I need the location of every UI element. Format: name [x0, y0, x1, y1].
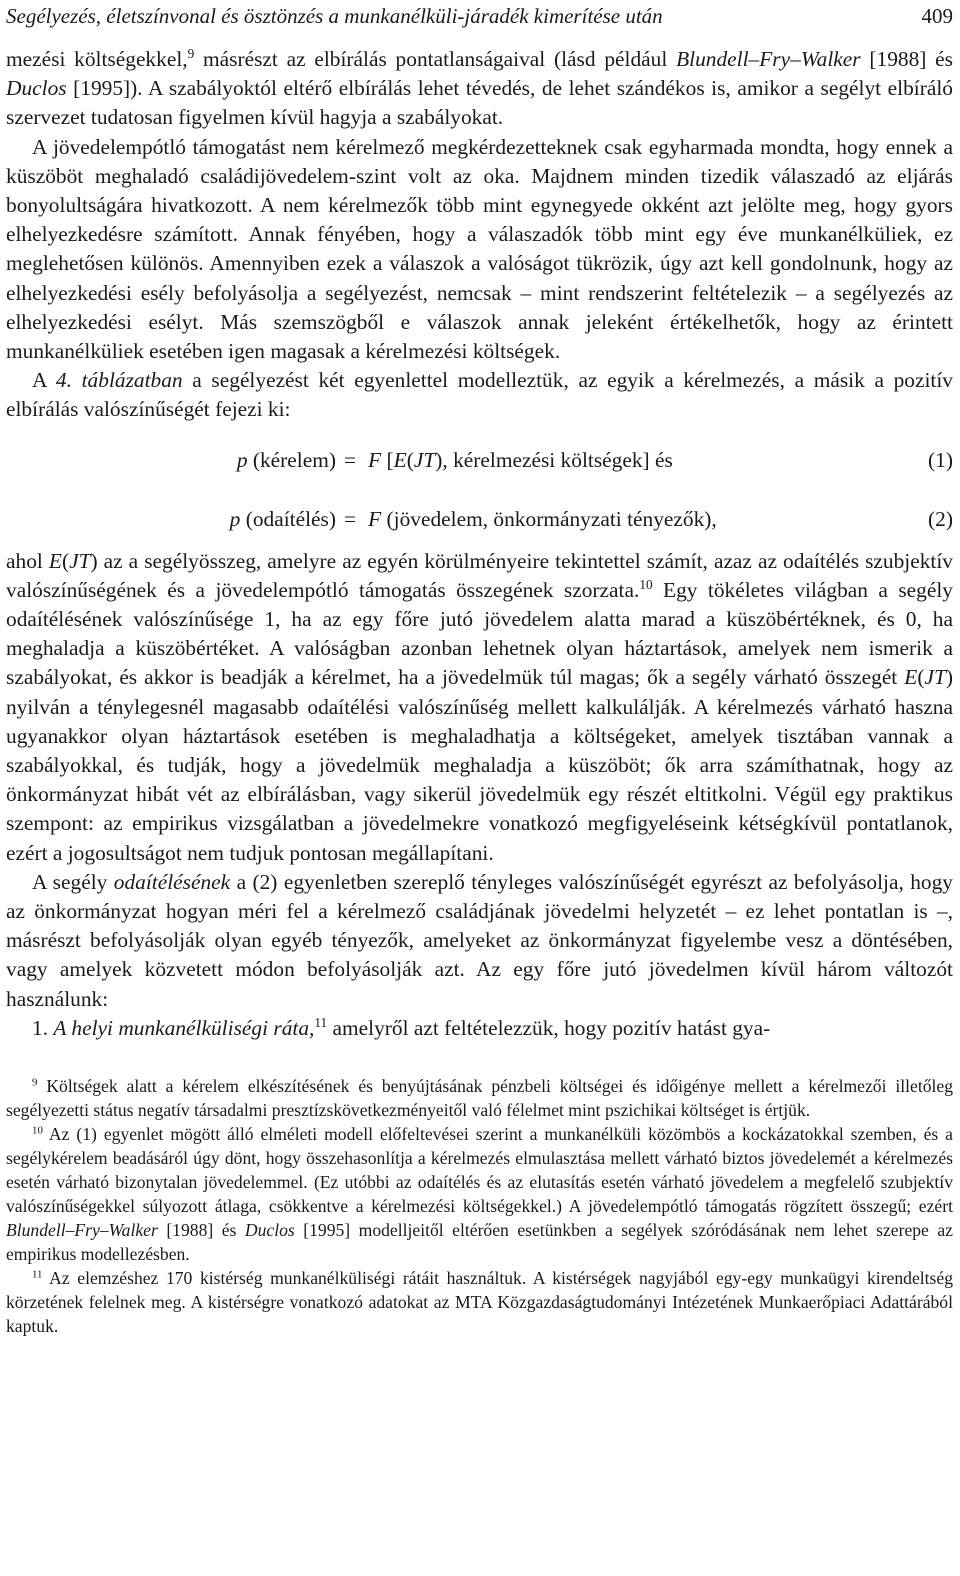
footnote-ref-11[interactable]: 11: [314, 1014, 328, 1030]
text-run: [1995]). A szabályoktól eltérő elbírálás lehet tévedés, de lehet szándékos is, amikor a segélyt elbíráló szervezet tudatosan figyelmen kívül hagyja a szabályokat.: [6, 76, 953, 130]
math-symbol: JT: [924, 665, 946, 690]
footnotes: [6, 1074, 953, 1338]
text-run: mezési költségekkel,: [6, 47, 188, 71]
footnote-mark: 10: [32, 1124, 43, 1137]
math-symbol: E: [48, 548, 62, 573]
footnote-ref-10[interactable]: 10: [639, 576, 653, 592]
math-text: (odaítélés): [240, 506, 336, 531]
text-run: a segélyezést két egyenlettel modelleztük, az egyik a kérelmezés, a másik a pozitív elbírálás valószínűségét fejezi ki:: [6, 368, 953, 422]
footnote-text: Az (1) egyenlet mögött álló elméleti modell előfeltevései szerint a munkanélküli közömbös a kockázatokkal szemben, és a segélykérelem beadásáról úgy dönt, hogy összehasonlítja a kérelmezés elmulasztása mellett várható biztos jövedelemét a kérelmezés esetén várható bizonytalan jövedelemmel. (Ez utóbbi az odaítélés és az elutasítás esetén várható jövedelem a megfelelő szubjektív valószínűségekkel súlyozott átlaga, csökkentve a kérelmezési költségekkel.) A jövedelempótló támogatás rögzített összegű; ezért: [6, 1124, 953, 1217]
equation-number: (2): [928, 506, 953, 531]
paragraph: A jövedelempótló támogatást nem kérelmező megkérdezetteknek csak egyharmada mondta, hogy ennek a küszöböt meghaladó családijövedelem-szint volt az oka. Majdnem minden tizedik válaszadó az eljárás bonyolultságára hivatkozott. A nem kérelmezők több mint egynegyede okként azt jelölte meg, hogy gyors elhelyezkedésre számított. Annak fényében, hogy a válaszadók több mint egy éve munkanélküliek, ez meglehetősen különös. Amennyiben ezek a válaszok a valóságot tükrözik, úgy azt kell gondolnunk, hogy az elhelyezkedési esély befolyásolja a segélyezést, nemcsak – mint rendszerint feltételezik – a segélyezés az elhelyezkedési esélyt. Más szemszögből e válaszok annak jeleként értékelhetők, hogy az érintett munkanélküliek esetében igen magasak a kérelmezési költségek.: [6, 134, 953, 364]
math-symbol: E: [393, 447, 407, 472]
table-reference: 4. táblázatban: [55, 368, 183, 393]
equation-lhs: [6, 505, 344, 534]
footnote-text: Az elemzéshez 170 kistérség munkanélküliségi rátáit használtuk. A kistérségek nagyjából egy-egy munkaügyi kirendeltség körzetének felelnek meg. A kistérségre vonatkozó adatokat az MTA Közgazdaságtudományi Intézetének Munkaerőpiaci Adattárából kaptuk.: [6, 1268, 953, 1337]
equation-1: [6, 446, 953, 475]
math-symbol: JT: [413, 447, 436, 472]
equation-rhs: [356, 446, 893, 475]
math-text: (jövedelem, önkormányzati tényezők),: [381, 506, 717, 531]
footnote-text: [1988] és: [157, 1220, 245, 1241]
text-run: ahol: [6, 548, 49, 573]
footnote-text: [1995] modelljeitől eltérően esetünkben a segélyek szóródásának nem lehet szerepe az empirikus modellezésben.: [6, 1220, 953, 1265]
math-symbol: F: [368, 447, 382, 472]
text-run: (: [917, 665, 925, 690]
text-run: ) nyilván a ténylegesnél magasabb odaítélési valószínűség mellett kalkulálják. A kérelmezés várható haszna ugyanakkor olyan háztartások esetében is meghaladhatja a költségeket, amelyek tisztában vannak a szabályokkal, és tudják, hogy a jövedelmük meghaladja a küszöböt; ők arra számíthatnak, hogy az önkormányzat hibát vét az elbírálásban, vagy sikerül jövedelmük egy részét eltitkolni. Végül egy praktikus szempont: az empirikus vizsgálatban a jövedelmekre vonatkozó megfigyeléseink kétségkívül pontatlanok, ezért a jogosultságot nem tudjuk pontosan megállapítani.: [6, 665, 953, 865]
math-text: ), kérelmezési költségek] és: [435, 447, 673, 472]
math-text: (: [406, 447, 414, 472]
list-number: 1.: [32, 1015, 54, 1040]
math-symbol: F: [368, 506, 382, 531]
citation: Duclos: [244, 1220, 295, 1241]
paragraph: [6, 868, 953, 1014]
citation: Blundell–Fry–Walker: [676, 47, 861, 71]
text-run: A segély: [32, 869, 114, 894]
paragraph: [6, 366, 953, 424]
equation-lhs: [6, 446, 344, 475]
text-run: másrészt az elbírálás pontatlanságaival (lásd például: [194, 47, 677, 71]
math-text: [: [381, 447, 394, 472]
footnote-ref-9[interactable]: 9: [187, 46, 195, 62]
footnote-mark: 9: [32, 1076, 38, 1089]
math-symbol: p: [236, 447, 248, 472]
text-run: a (2) egyenletben szereplő tényleges valószínűségét egyrészt az befolyásolja, hogy az önkormányzat hogyan méri fel a kérelmező családjának jövedelmi helyzetét – ez lehet pontatlan is –, másrészt befolyásolják olyan egyéb tényezők, amelyeket az önkormányzat figyelembe vesz a döntésében, vagy amelyek közvetett módon befolyásolják azt. Az egy főre jutó jövedelmen kívül három változót használunk:: [6, 869, 953, 1011]
footnote-text: Költségek alatt a kérelem elkészítésének és benyújtásának pénzbeli költségei és időigénye mellett a kérelmezői illetőleg segélyezetti státus negatív társadalmi presztízskövetkezményeitől való félelmet mint pszichikai költséget is értjük.: [6, 1076, 953, 1121]
emphasis: A helyi munkanélküliségi ráta,: [53, 1015, 315, 1040]
text-run: amelyről azt feltételezzük, hogy pozitív hatást gya-: [327, 1015, 771, 1040]
equation-number: (1): [928, 447, 953, 472]
text-run: (: [61, 548, 70, 573]
running-title: Segélyezés, életszínvonal és ösztönzés a munkanélküli-járadék kimerítése után: [6, 4, 663, 28]
emphasis: odaítélésének: [113, 869, 231, 894]
page-number: 409: [921, 4, 953, 28]
text-run: Egy tökéletes világban a segély odaítélésének valószínűsége 1, ha az egy főre jutó jövedelem alatta marad a küszöbértéknek, és 0, ha meghaladja a küszöbértéket. A valóságban azonban lehetnek olyan háztartások, amelyek nem ismerik a szabályokat, és akkor is beadják a kérelmet, ha a jövedelmük túl magas; ők a segély várható összegét: [6, 577, 953, 690]
body-text: [6, 45, 953, 1043]
math-text: (kérelem): [247, 447, 336, 472]
equals-sign: =: [344, 447, 357, 472]
footnote-9: [6, 1074, 953, 1122]
text-run: A: [32, 368, 56, 393]
math-symbol: p: [229, 506, 241, 531]
citation: Blundell–Fry–Walker: [6, 1220, 158, 1241]
footnote-10: [6, 1122, 953, 1266]
equation-2: [6, 505, 953, 534]
math-symbol: E: [904, 665, 918, 690]
citation: Duclos: [6, 76, 67, 101]
equals-sign: =: [344, 506, 357, 531]
text-run: [1988] és: [860, 47, 953, 71]
math-symbol: JT: [69, 548, 91, 573]
list-item: [6, 1014, 953, 1043]
paragraph: [6, 547, 953, 868]
equation-rhs: [356, 505, 893, 534]
text-run: ) az a segélyösszeg, amelyre az egyén körülményeire tekintettel számít, azaz az odaítélés szubjektív valószínűségének és a jövedelempótló támogatás összegének szorzata.: [6, 548, 953, 602]
footnote-11: [6, 1266, 953, 1338]
paragraph-continued: [6, 45, 953, 133]
running-header: [6, 0, 953, 30]
footnote-mark: 11: [32, 1268, 43, 1281]
